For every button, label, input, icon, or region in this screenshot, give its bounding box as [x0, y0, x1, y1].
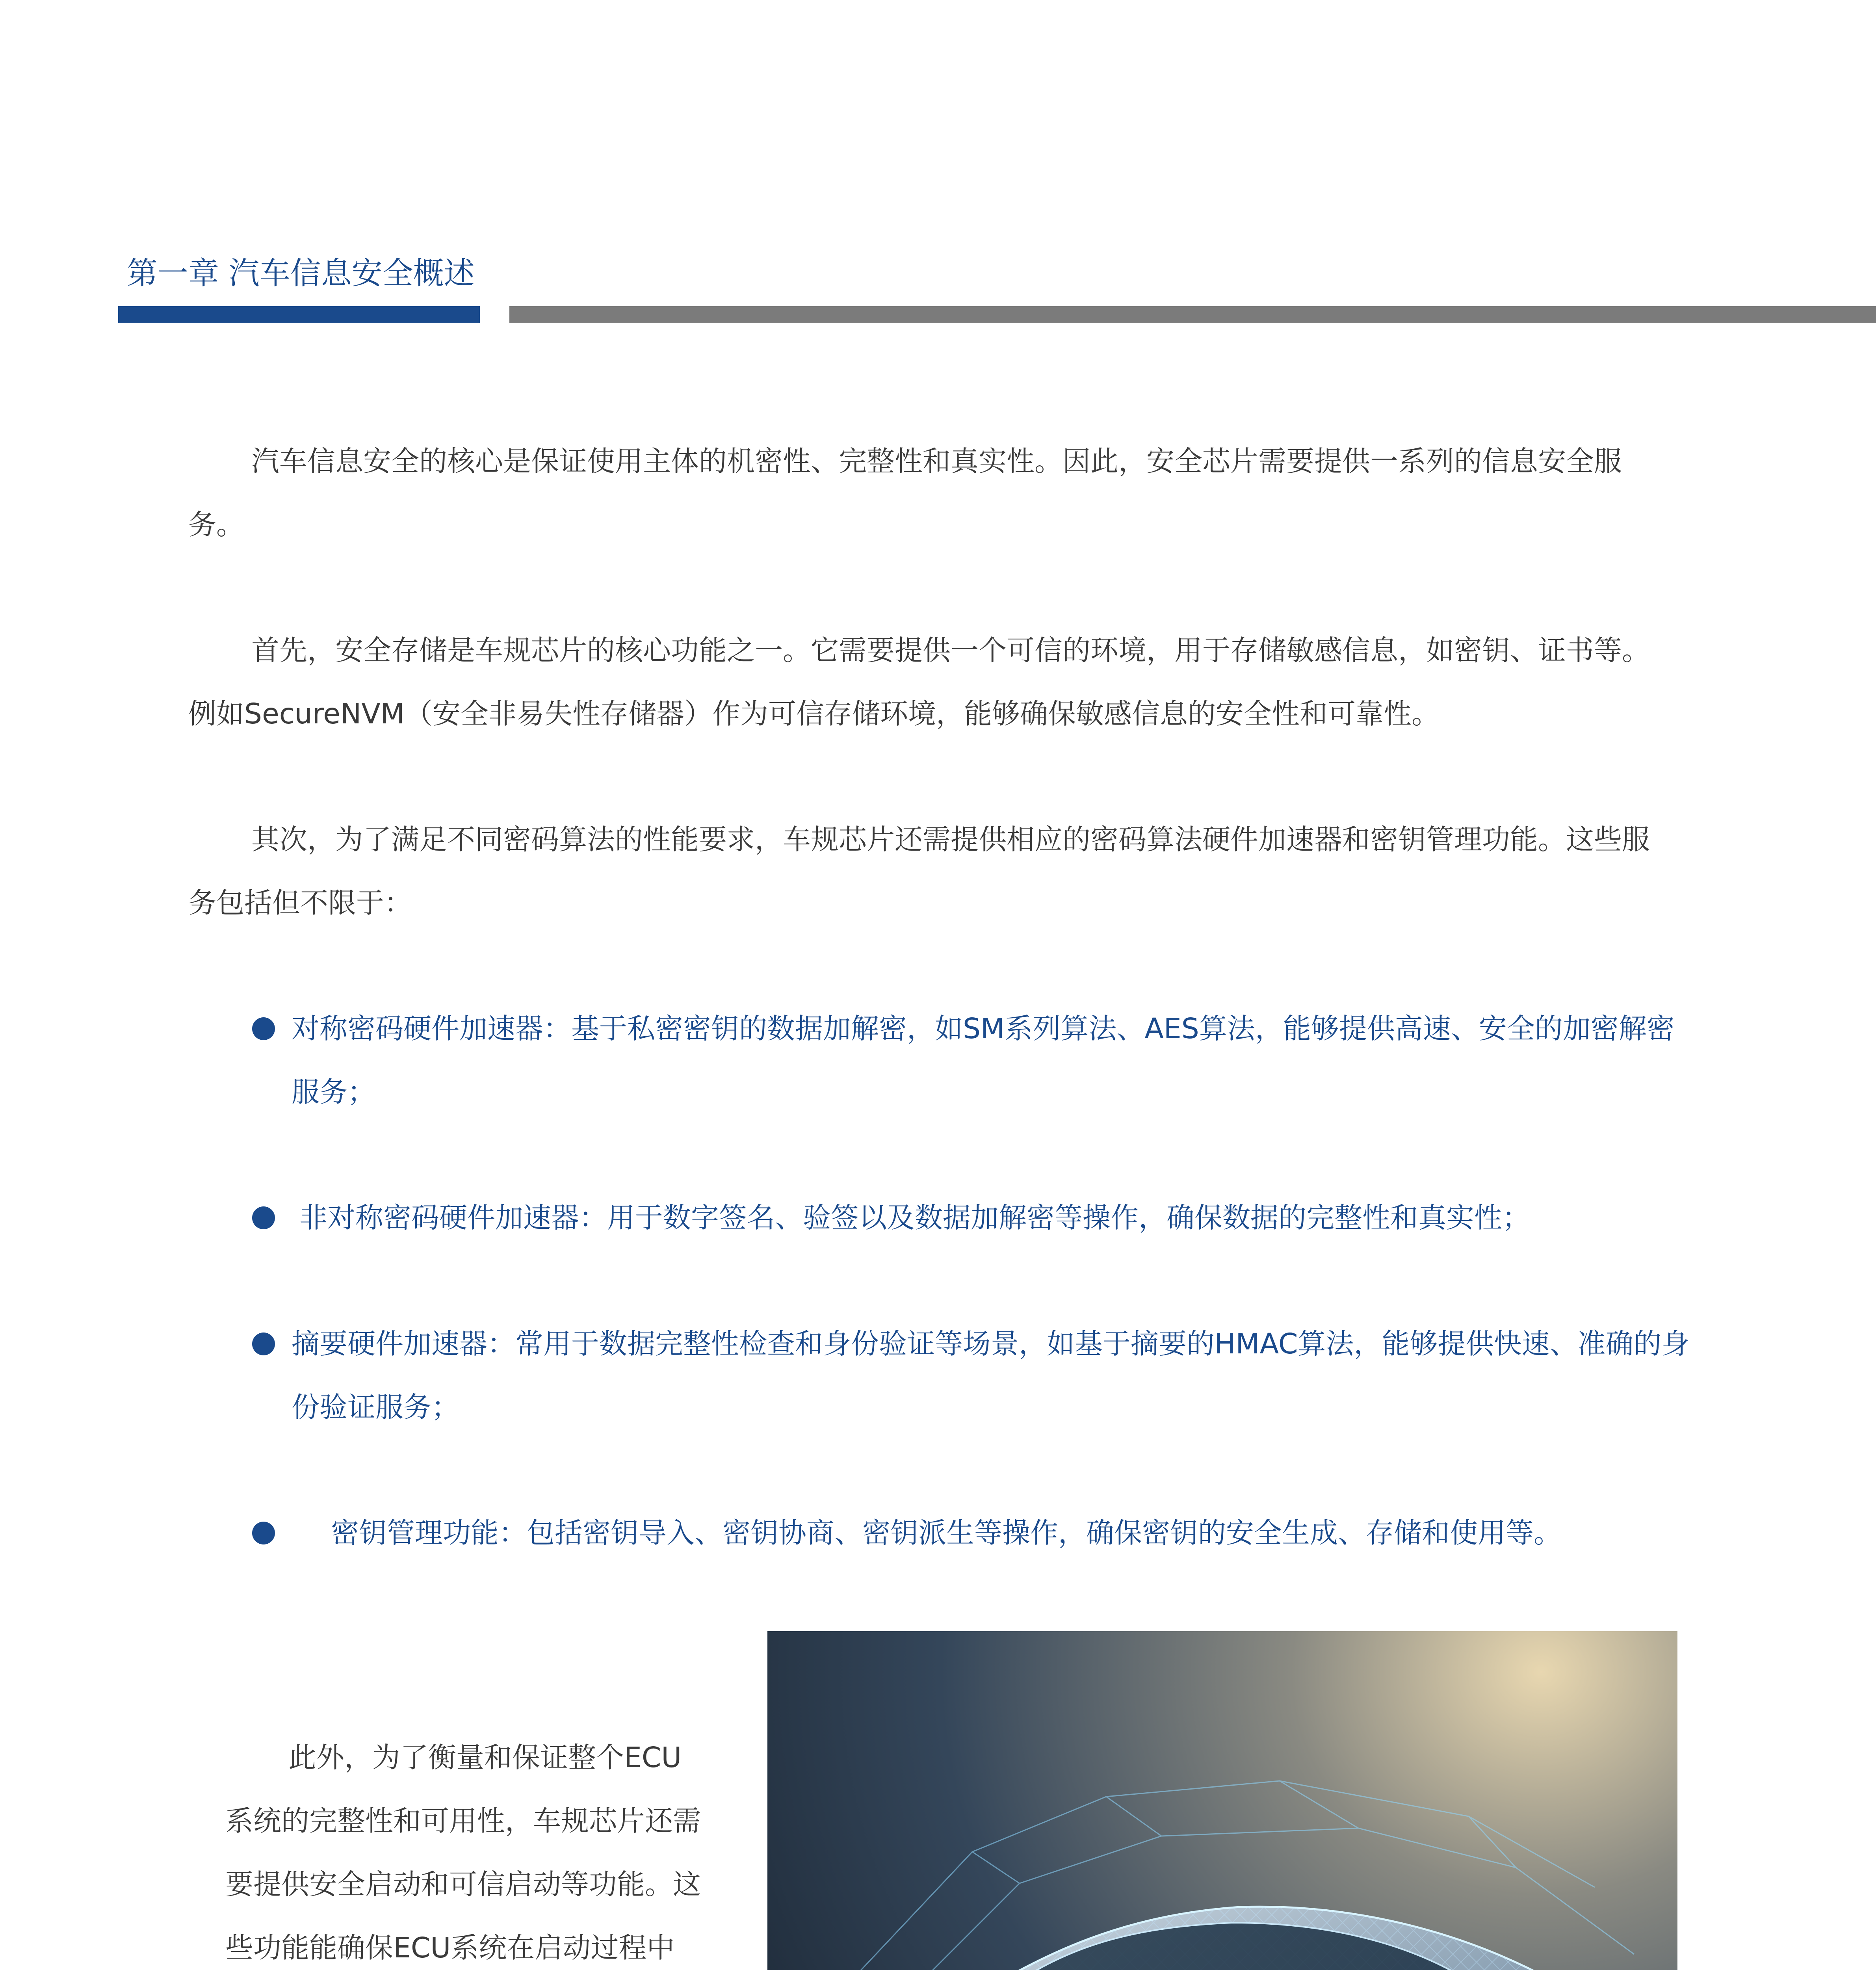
header-accent-bar: [118, 306, 480, 323]
bullet-text: 密钥管理功能：包括密钥导入、密钥协商、密钥派生等操作，确保密钥的安全生成、存储和使用等。: [331, 1517, 1562, 1549]
header-divider-bar: [509, 306, 1876, 323]
paragraph-crypto-accelerators: 其次，为了满足不同密码算法的性能要求，车规芯片还需提供相应的密码算法硬件加速器和密钥管理功能。这些服务包括但不限于：: [188, 823, 1650, 919]
paragraph-secure-storage: 首先，安全存储是车规芯片的核心功能之一。它需要提供一个可信的环境，用于存储敏感信息，如密钥、证书等。例如SecureNVM（安全非易失性存储器）作为可信存储环境，能够确保敏感信息的安全性和可靠性。: [188, 634, 1650, 730]
bullet-dot-icon: [252, 1017, 275, 1040]
bullet-text: 非对称密码硬件加速器：用于数字签名、验签以及数据加解密等操作，确保数据的完整性和真实性；: [299, 1201, 1531, 1234]
paragraph-intro: 汽车信息安全的核心是保证使用主体的机密性、完整性和真实性。因此，安全芯片需要提供一系列的信息安全服务。: [188, 445, 1622, 541]
car-wireframe-image: [767, 1631, 1677, 1970]
bullet-dot-icon: [252, 1522, 275, 1544]
bullet-text: 对称密码硬件加速器：基于私密密钥的数据加解密，如SM系列算法、AES算法，能够提供高速、安全的加密解密服务；: [292, 1012, 1675, 1108]
bullet-dot-icon: [252, 1333, 275, 1355]
paragraph-secure-boot: 此外，为了衡量和保证整个ECU系统的完整性和可用性，车规芯片还需要提供安全启动和可信启动等功能。这些功能能确保ECU系统在启动过程中: [225, 1741, 701, 1964]
bullet-text: 摘要硬件加速器：常用于数据完整性检查和身份验证等场景，如基于摘要的HMAC算法，能够提供快速、准确的身份验证服务；: [292, 1327, 1690, 1424]
chapter-title: 第一章 汽车信息安全概述: [127, 256, 475, 291]
bullet-dot-icon: [252, 1206, 275, 1229]
